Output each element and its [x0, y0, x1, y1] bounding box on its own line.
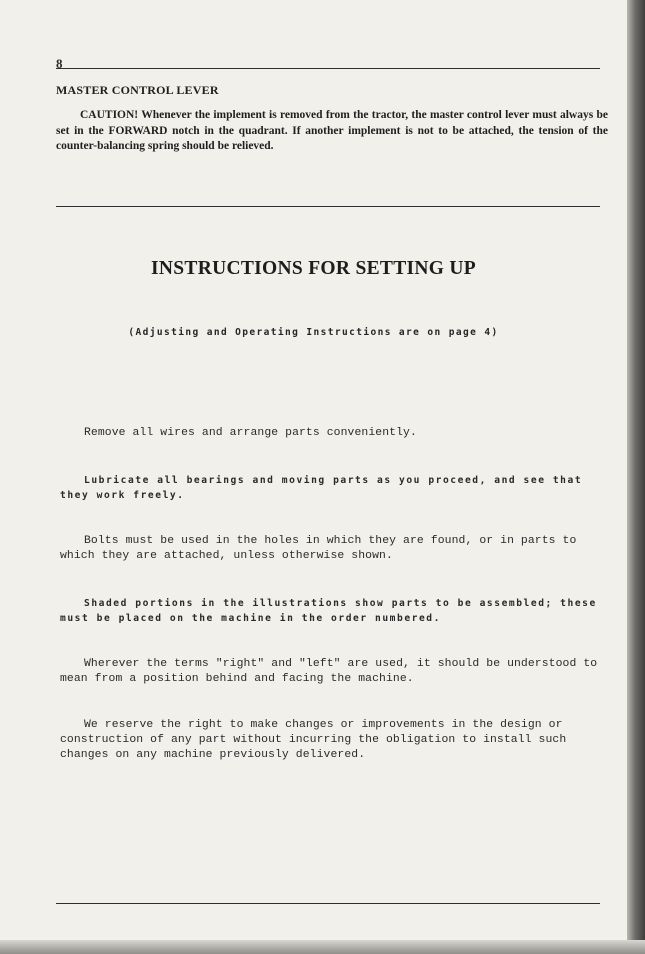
section-divider	[56, 206, 600, 207]
page-number: 8	[56, 56, 63, 71]
page-edge-shadow	[627, 0, 645, 954]
page-subtitle: (Adjusting and Operating Instructions are on page 4)	[128, 327, 499, 338]
instruction-paragraph: Wherever the terms "right" and "left" are used, it should be understood to mean from a position behind and facing the machine.	[60, 658, 598, 685]
instruction-paragraph: Lubricate all bearings and moving parts as you proceed, and see that they work freely.	[60, 475, 583, 501]
page-bottom-shadow	[0, 940, 645, 954]
caution-paragraph: CAUTION! Whenever the implement is removed from the tractor, the master control lever must always be set in the FORWARD notch in the quadrant. If another implement is not to be attached, the tension of the counter-balancing spring should be relieved.	[56, 109, 608, 152]
footer-rule	[56, 903, 600, 904]
page-title: INSTRUCTIONS FOR SETTING UP	[150, 258, 477, 279]
instruction-paragraph: Shaded portions in the illustrations show parts to be assembled; these must be placed on the machine in the order numbered.	[60, 598, 597, 624]
instruction-paragraph: Remove all wires and arrange parts conveniently.	[84, 427, 417, 439]
section-heading: MASTER CONTROL LEVER	[56, 83, 219, 97]
instruction-paragraph: We reserve the right to make changes or improvements in the design or construction of any part without incurring the obligation to install such changes on any machine previously delivered.	[60, 719, 567, 761]
header-rule	[56, 68, 600, 69]
instruction-paragraph: Bolts must be used in the holes in which they are found, or in parts to which they are attached, unless otherwise shown.	[60, 535, 577, 562]
